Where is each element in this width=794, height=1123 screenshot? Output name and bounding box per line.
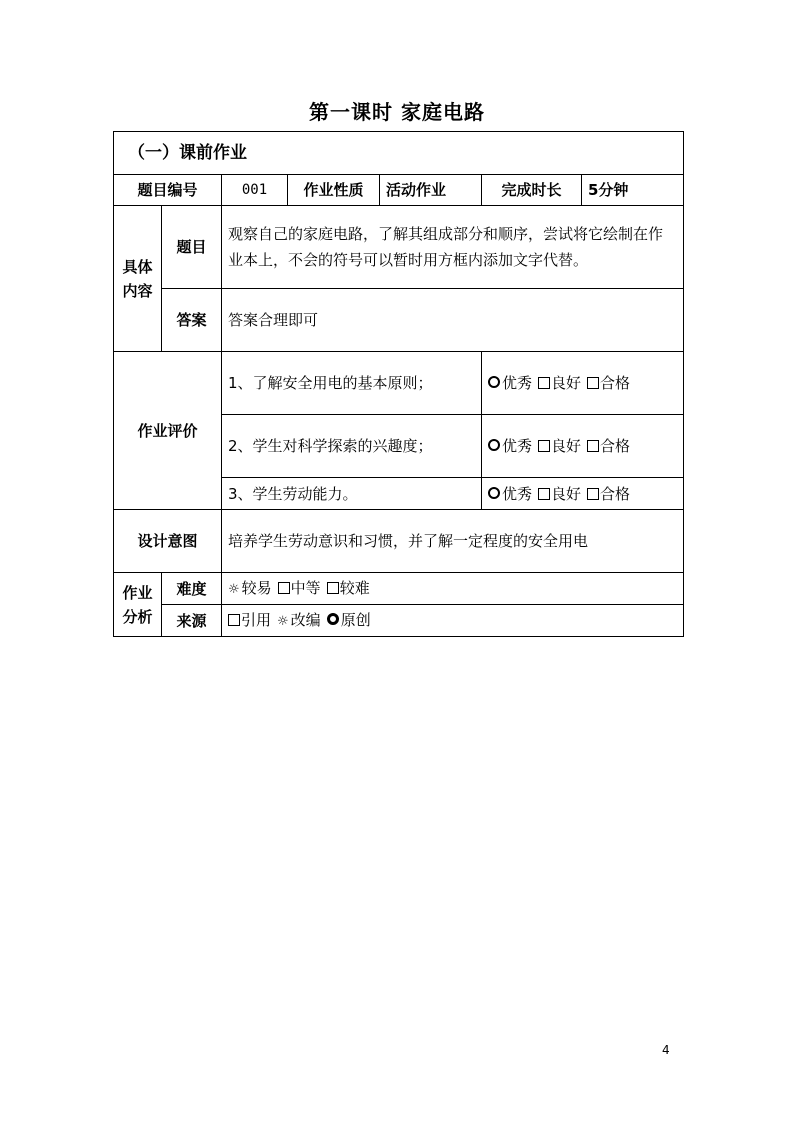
page-number: 4 xyxy=(662,1043,670,1057)
selected-radio-icon xyxy=(327,613,339,625)
difficulty-hard[interactable]: 较难 xyxy=(327,576,370,600)
checkbox-icon xyxy=(538,377,550,389)
difficulty-options xyxy=(222,573,684,605)
sun-icon: ☼ xyxy=(277,613,289,629)
rating-pass[interactable]: 合格 xyxy=(587,482,630,506)
rating-excellent[interactable]: 优秀 xyxy=(488,371,532,395)
content-group-label xyxy=(114,206,162,352)
answer-text: 答案合理即可 xyxy=(222,289,684,352)
homework-table xyxy=(113,131,684,637)
content-label-line2: 内容 xyxy=(122,281,153,300)
checkbox-icon xyxy=(228,614,240,626)
selected-radio-icon xyxy=(488,487,500,499)
checkbox-icon xyxy=(587,377,599,389)
rating-good[interactable]: 良好 xyxy=(538,482,581,506)
id-value: 001 xyxy=(222,175,288,206)
difficulty-easy[interactable]: ☼ 较易 xyxy=(228,576,272,602)
checkbox-icon xyxy=(327,582,339,594)
source-adapted[interactable]: ☼ 改编 xyxy=(277,608,321,634)
rating-good[interactable]: 良好 xyxy=(538,371,581,395)
rating-pass[interactable]: 合格 xyxy=(587,434,630,458)
checkbox-icon xyxy=(538,440,550,452)
id-label: 题目编号 xyxy=(114,175,222,206)
checkbox-icon xyxy=(538,488,550,500)
question-label: 题目 xyxy=(162,206,222,289)
source-label: 来源 xyxy=(162,605,222,637)
checkbox-icon xyxy=(587,440,599,452)
criterion-2: 2、学生对科学探索的兴趣度； xyxy=(222,415,482,478)
rating-excellent[interactable]: 优秀 xyxy=(488,434,532,458)
rating-options-2 xyxy=(482,415,684,478)
checkbox-icon xyxy=(278,582,290,594)
difficulty-medium[interactable]: 中等 xyxy=(278,576,321,600)
duration-label: 完成时长 xyxy=(482,175,582,206)
page-title: 第一课时 家庭电路 xyxy=(309,100,485,124)
difficulty-label: 难度 xyxy=(162,573,222,605)
analysis-label-line1: 作业 xyxy=(122,583,153,602)
section-title: （一）课前作业 xyxy=(114,132,684,175)
source-cited[interactable]: 引用 xyxy=(228,608,271,632)
nature-label: 作业性质 xyxy=(288,175,380,206)
analysis-label-line2: 分析 xyxy=(122,607,153,626)
answer-label: 答案 xyxy=(162,289,222,352)
question-text: 观察自己的家庭电路，了解其组成部分和顺序，尝试将它绘制在作业本上，不会的符号可以暂时用方框内添加文字代替。 xyxy=(222,206,684,289)
selected-radio-icon xyxy=(488,376,500,388)
rating-excellent[interactable]: 优秀 xyxy=(488,482,532,506)
rating-pass[interactable]: 合格 xyxy=(587,371,630,395)
analysis-group-label xyxy=(114,573,162,637)
duration-value: 5分钟 xyxy=(582,175,684,206)
content-label-line1: 具体 xyxy=(122,257,153,276)
nature-value: 活动作业 xyxy=(380,175,482,206)
sun-icon: ☼ xyxy=(228,581,240,597)
checkbox-icon xyxy=(587,488,599,500)
rating-options-1 xyxy=(482,352,684,415)
evaluation-label: 作业评价 xyxy=(114,352,222,510)
selected-radio-icon xyxy=(488,439,500,451)
criterion-3: 3、学生劳动能力。 xyxy=(222,478,482,510)
rating-options-3 xyxy=(482,478,684,510)
source-options xyxy=(222,605,684,637)
design-text: 培养学生劳动意识和习惯，并了解一定程度的安全用电 xyxy=(222,510,684,573)
source-original[interactable]: 原创 xyxy=(327,608,371,632)
criterion-1: 1、了解安全用电的基本原则； xyxy=(222,352,482,415)
rating-good[interactable]: 良好 xyxy=(538,434,581,458)
design-label: 设计意图 xyxy=(114,510,222,573)
